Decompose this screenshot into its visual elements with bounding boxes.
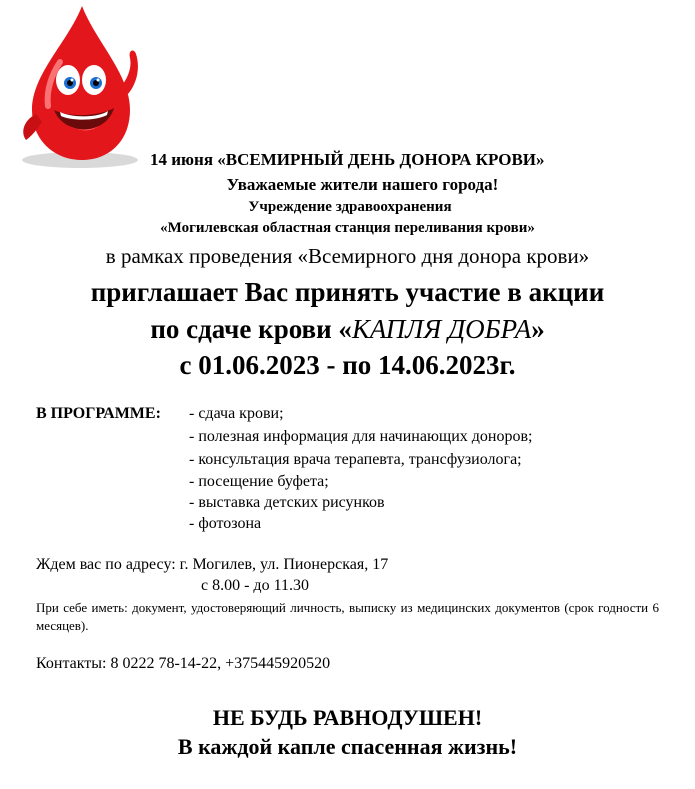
program-item: - посещение буфета; (189, 473, 329, 490)
event-framework: в рамках проведения «Всемирного дня донора крови» (105, 244, 590, 268)
mascot-hand (120, 51, 138, 94)
blood-drop-mascot-icon (10, 2, 150, 172)
program-item: - сдача крови; (189, 405, 284, 422)
event-dates: с 01.06.2023 - по 14.06.2023г. (179, 350, 516, 380)
program-item: - полезная информация для начинающих доноров; (189, 428, 533, 445)
invitation-line-2 (0, 314, 695, 345)
program-item: - выставка детских рисунков (189, 494, 385, 511)
organization-line-1: Учреждение здравоохранения (248, 199, 452, 215)
program-label: В ПРОГРАММЕ: (36, 405, 161, 422)
slogan-line-2: В каждой капле спасенная жизнь! (177, 734, 518, 759)
program-item: - консультация врача терапевта, трансфузиолога; (189, 451, 522, 468)
action-name: КАПЛЯ ДОБРА (351, 314, 532, 344)
address: Ждем вас по адресу: г. Могилев, ул. Пионерская, 17 (36, 556, 389, 573)
invitation-line-1: приглашает Вас принять участие в акции (90, 277, 605, 307)
opening-hours: с 8.00 - до 11.30 (201, 577, 309, 594)
greeting: Уважаемые жители нашего города! (226, 175, 499, 194)
invitation-line-2-suffix: » (531, 314, 545, 344)
mascot-body (32, 6, 130, 160)
contacts: Контакты: 8 0222 78-14-22, +375445920520 (36, 655, 331, 672)
invitation-line-2-prefix: по сдаче крови « (150, 314, 352, 344)
organization-line-2: «Могилевская областная станция переливания крови» (160, 220, 535, 236)
program-item: - фотозона (189, 515, 262, 532)
documents-note: При себе иметь: документ, удостоверяющий личность, выписку из медицинских документов (срок годности 6 месяцев). (36, 600, 659, 633)
date-headline: 14 июня «ВСЕМИРНЫЙ ДЕНЬ ДОНОРА КРОВИ» (150, 150, 545, 169)
slogan-line-1: НЕ БУДЬ РАВНОДУШЕН! (212, 705, 483, 730)
